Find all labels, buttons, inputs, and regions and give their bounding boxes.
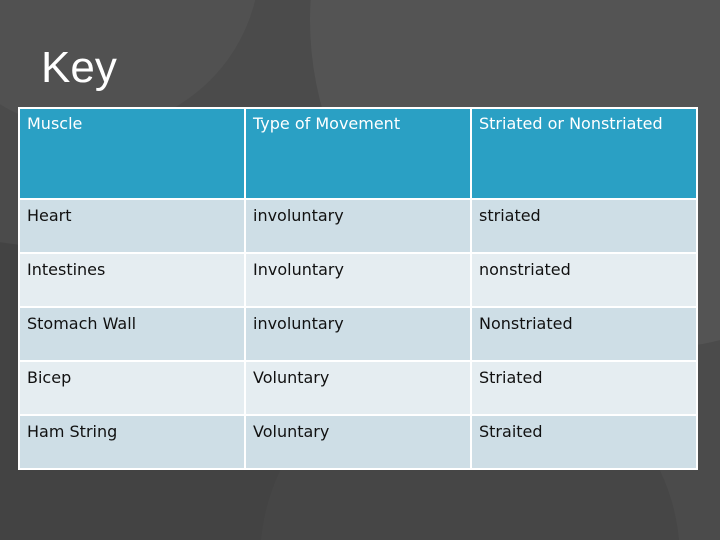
table-row (19, 199, 697, 253)
cell-muscle: Intestines (19, 253, 245, 307)
cell-striation: Straited (471, 415, 697, 469)
table-row (19, 253, 697, 307)
cell-striation: Nonstriated (471, 307, 697, 361)
cell-movement: Voluntary (245, 415, 471, 469)
table-row (19, 415, 697, 469)
slide-title: Key (41, 43, 117, 92)
header-striated-or-nonstriated: Striated or Nonstriated (471, 108, 697, 199)
cell-movement: Involuntary (245, 253, 471, 307)
table-row (19, 307, 697, 361)
cell-striation: Striated (471, 361, 697, 415)
cell-striation: striated (471, 199, 697, 253)
muscle-key-table (18, 107, 698, 470)
table-row (19, 361, 697, 415)
table-header-row (19, 108, 697, 199)
cell-striation: nonstriated (471, 253, 697, 307)
cell-muscle: Stomach Wall (19, 307, 245, 361)
header-muscle: Muscle (19, 108, 245, 199)
cell-muscle: Bicep (19, 361, 245, 415)
cell-muscle: Heart (19, 199, 245, 253)
cell-muscle: Ham String (19, 415, 245, 469)
cell-movement: involuntary (245, 199, 471, 253)
cell-movement: involuntary (245, 307, 471, 361)
cell-movement: Voluntary (245, 361, 471, 415)
header-type-of-movement: Type of Movement (245, 108, 471, 199)
